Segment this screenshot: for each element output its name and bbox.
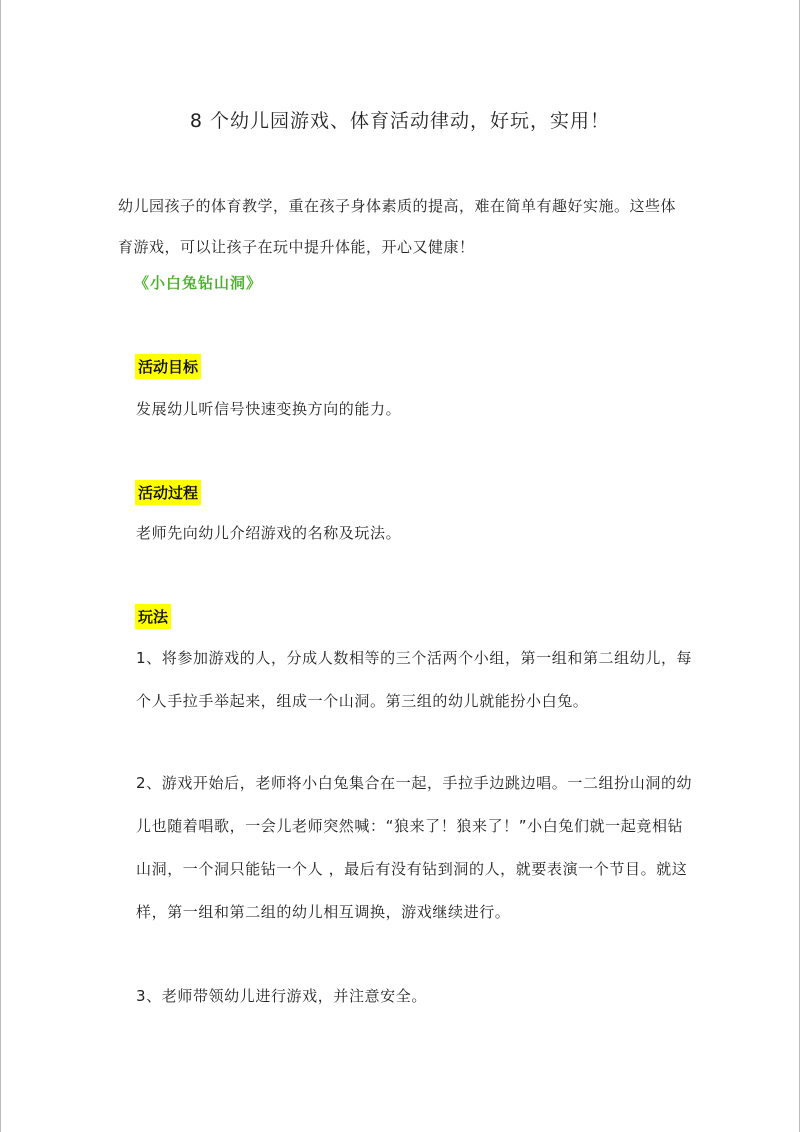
intro-paragraph: 幼儿园孩子的体育教学，重在孩子身体素质的提高，难在简单有趣好实施。这些体育游戏，可以让孩子在玩中提升体能，开心又健康！ (118, 197, 677, 256)
play-heading: 玩法 (135, 604, 171, 629)
process-heading: 活动过程 (135, 480, 201, 505)
document-title: 8 个幼儿园游戏、体育活动律动，好玩，实用！ (189, 110, 611, 132)
process-text: 老师先向幼儿介绍游戏的名称及玩法。 (136, 524, 402, 542)
page-border-left (0, 0, 1, 1132)
step-3: 3、老师带领幼儿进行游戏，并注意安全。 (136, 987, 427, 1005)
goal-heading: 活动目标 (135, 354, 201, 379)
step-2: 2、游戏开始后，老师将小白兔集合在一起，手拉手边跳边唱。一二组扮山洞的幼儿也随着唱歌，一会儿老师突然喊：“狼来了！狼来了！”小白兔们就一起竟相钻山洞，一个洞只能钻一个人 ，最后有没有钻到洞的人，就要表演一个节目。就这样，第一组和第二组的幼儿相互调换，游戏继续进行。 (136, 774, 693, 921)
goal-text: 发展幼儿听信号快速变换方向的能力。 (136, 400, 402, 418)
game-title: 《小白兔钻山洞》 (134, 274, 263, 292)
step-1: 1、将参加游戏的人，分成人数相等的三个活两个小组，第一组和第二组幼儿，每个人手拉手举起来，组成一个山洞。第三组的幼儿就能扮小白兔。 (136, 649, 693, 710)
